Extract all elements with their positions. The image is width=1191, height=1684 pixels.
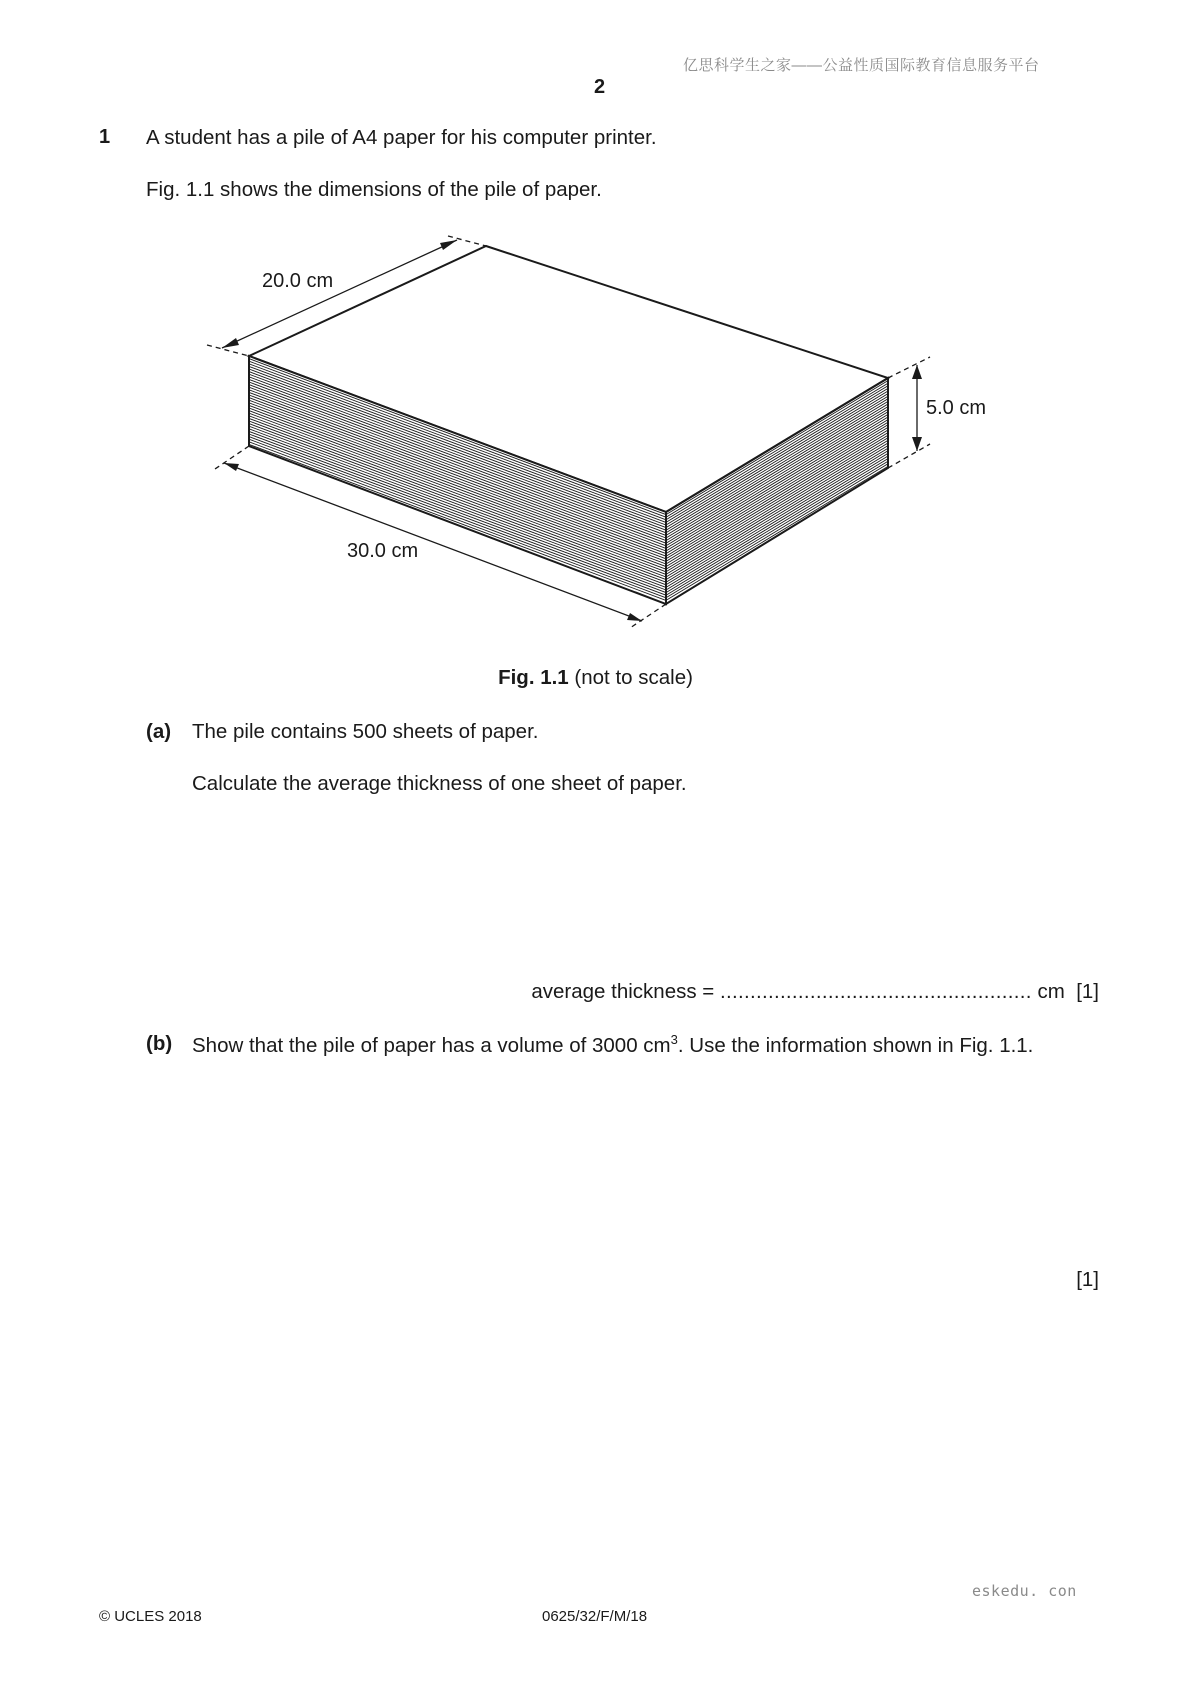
figure-caption bbox=[0, 666, 1191, 690]
part-b-text bbox=[192, 1032, 1033, 1058]
part-a-line1: The pile contains 500 sheets of paper. bbox=[192, 720, 539, 743]
paper-pile-figure bbox=[0, 0, 1191, 660]
footer-copyright: © UCLES 2018 bbox=[99, 1608, 202, 1625]
part-b-label: (b) bbox=[146, 1032, 173, 1055]
header-watermark: 亿思科学生之家——公益性质国际教育信息服务平台 bbox=[683, 57, 1040, 74]
part-a-marks: [1] bbox=[1076, 980, 1099, 1003]
footer-watermark: eskedu. con bbox=[972, 1582, 1077, 1600]
answer-prefix: average thickness = bbox=[531, 980, 720, 1003]
part-b-marks: [1] bbox=[1076, 1268, 1099, 1291]
figure-caption-bold: Fig. 1.1 bbox=[498, 666, 569, 689]
page-number: 2 bbox=[594, 76, 606, 98]
figure-reference: Fig. 1.1 shows the dimensions of the pile of paper. bbox=[146, 178, 602, 201]
part-b-superscript: 3 bbox=[670, 1032, 678, 1047]
answer-dots[interactable]: .................................................... bbox=[719, 980, 1032, 1003]
label-depth: 20.0 cm bbox=[262, 270, 334, 292]
part-b-text-before: Show that the pile of paper has a volume of 3000 cm bbox=[192, 1033, 671, 1057]
answer-unit: cm bbox=[1037, 980, 1065, 1003]
part-a-line2: Calculate the average thickness of one sheet of paper. bbox=[192, 772, 687, 795]
dimension-height bbox=[888, 357, 930, 468]
footer-code: 0625/32/F/M/18 bbox=[542, 1608, 648, 1625]
label-length: 30.0 cm bbox=[347, 540, 419, 562]
part-a-answer-line[interactable] bbox=[531, 980, 1099, 1004]
part-b-text-after: . Use the information shown in Fig. 1.1. bbox=[677, 1033, 1034, 1057]
part-a-label: (a) bbox=[146, 720, 172, 743]
question-intro: A student has a pile of A4 paper for his computer printer. bbox=[146, 126, 657, 149]
figure-caption-rest: (not to scale) bbox=[574, 666, 693, 689]
label-height: 5.0 cm bbox=[926, 397, 987, 419]
question-number: 1 bbox=[99, 126, 111, 148]
